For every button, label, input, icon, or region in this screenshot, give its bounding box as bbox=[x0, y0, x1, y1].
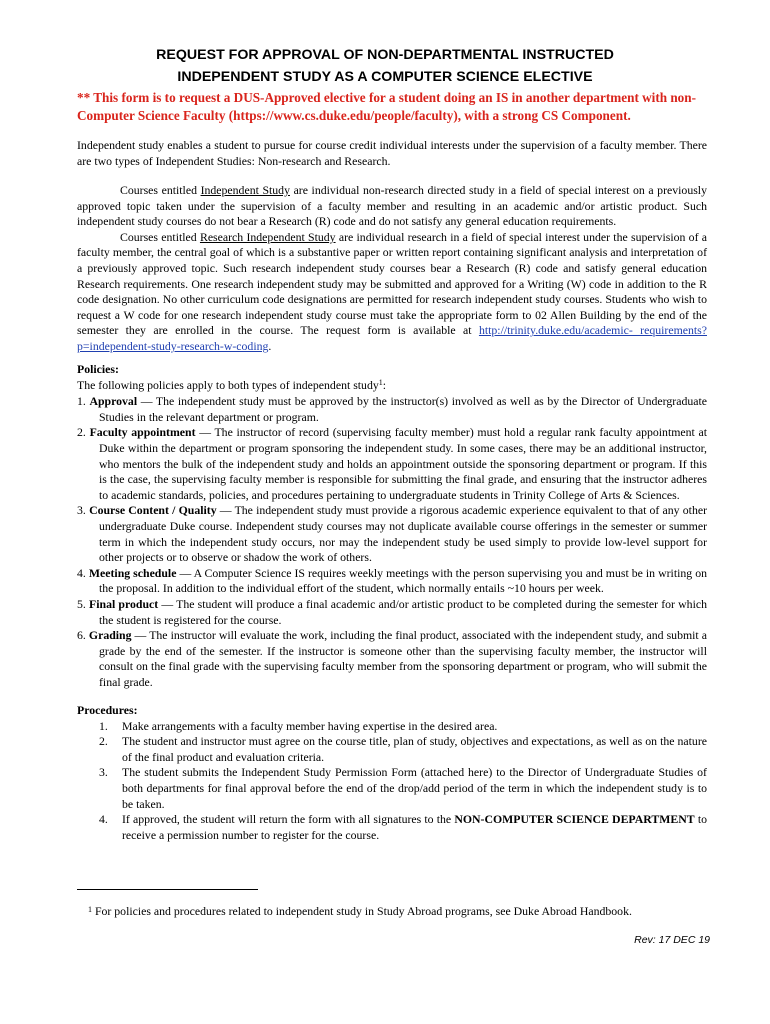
policy-item bbox=[77, 425, 707, 503]
policies-heading: Policies: bbox=[77, 362, 119, 376]
footnote-mark: 1 bbox=[88, 905, 92, 914]
policy-number: 3. bbox=[77, 503, 86, 518]
policy-number: 5. bbox=[77, 596, 86, 611]
policy-number: 2. bbox=[77, 425, 86, 440]
title-line-2: INDEPENDENT STUDY AS A COMPUTER SCIENCE ELECTIVE bbox=[177, 69, 593, 85]
independent-study-section bbox=[77, 183, 707, 355]
independent-study-paragraph bbox=[77, 183, 707, 230]
procedures-heading: Procedures: bbox=[77, 703, 138, 717]
policy-number: 1. bbox=[77, 394, 86, 409]
policy-item bbox=[77, 566, 707, 597]
policy-text: — The independent study must provide a rigorous academic experience equivalent to that of any other undergraduate Duke course. Independent study courses may not duplicate available course offerings in the semester or summer term in which the independent study occurs, nor may the independent study be used simply to provide low-level support for other projects or to observe or shadow the work of others. bbox=[99, 503, 708, 565]
policy-text: — The student will produce a final academic and/or artistic product to be completed during the semester for which the student is registered for the course. bbox=[99, 596, 707, 627]
page-title bbox=[60, 44, 710, 88]
footnote-text: For policies and procedures related to independent study in Study Abroad programs, see Duke Abroad Handbook. bbox=[92, 904, 632, 918]
policy-item bbox=[77, 628, 707, 690]
department-emphasis: NON-COMPUTER SCIENCE DEPARTMENT bbox=[454, 812, 695, 827]
revision-label: Rev: 17 DEC 19 bbox=[634, 934, 710, 946]
policies-section bbox=[77, 362, 707, 690]
notice-text: ** This form is to request a DUS-Approved elective for a student doing an IS in another department with non-Computer Science Faculty (https://www.cs.duke.edu/people/faculty), with a strong CS Component. bbox=[77, 90, 696, 123]
procedure-item bbox=[77, 719, 707, 735]
para1-post: are individual non-research directed study in a field of special interest on a previously approved topic taken under the supervision of a faculty member and resulting in an academic and/or artistic product. Such independent study courses do not bear a Research (R) code and do not satisfy any general education requirements. bbox=[77, 183, 707, 229]
policy-number: 6. bbox=[77, 628, 86, 643]
policies-intro-text: The following policies apply to both types of independent study bbox=[77, 377, 379, 392]
procedure-text: Make arrangements with a faculty member having expertise in the desired area. bbox=[122, 718, 498, 733]
policy-label: Course Content / Quality bbox=[89, 503, 217, 518]
policy-text: — The instructor of record (supervising faculty member) must hold a regular rank faculty appointment at Duke within the department or program sponsoring the independent study. In some cases, there may be an additional instructor, who mentors the bulk of the independent study and holds an appointment outside the sponsoring department or program. If this is the case, the supervising faculty member is responsible for submitting the final grade, and ensuring that the instructor adheres to academic standards, policies, and procedures pertaining to undergraduate students in Trinity College of Arts & Sciences. bbox=[99, 425, 708, 502]
policy-item bbox=[77, 597, 707, 628]
policy-label: Approval bbox=[89, 394, 138, 409]
procedure-number: 2. bbox=[99, 734, 108, 749]
research-study-paragraph bbox=[77, 230, 707, 355]
policy-text: — A Computer Science IS requires weekly meetings with the person supervising you and must be in writing on the proposal. In addition to the individual effort of the student, which normally entails ~10 hours per week. bbox=[99, 565, 708, 596]
policy-item bbox=[77, 394, 707, 425]
procedure-item bbox=[77, 812, 707, 843]
procedure-text: The student and instructor must agree on the course title, plan of study, objectives and expectations, as well as on the nature of the final product and evaluation criteria. bbox=[122, 734, 707, 764]
para1-pre: Courses entitled bbox=[120, 183, 201, 197]
para2-end: . bbox=[268, 338, 272, 353]
policy-label: Final product bbox=[89, 596, 159, 611]
para2-pre: Courses entitled bbox=[120, 229, 200, 244]
procedure-text-end: to receive a permission number to register for the course. bbox=[122, 812, 707, 842]
policy-text: — The instructor will evaluate the work, including the final product, associated with the independent study, and submit a grade by the end of the semester. If the instructor is someone other than the supervising faculty member, the instructor will consult on the final grade with the supervising faculty member from the sponsoring department or program, who will submit the final grade. bbox=[99, 628, 707, 689]
procedures-section bbox=[77, 703, 707, 843]
footnote-ref: 1 bbox=[378, 377, 383, 387]
procedure-number: 4. bbox=[99, 812, 108, 827]
procedure-number: 1. bbox=[99, 718, 108, 733]
policies-intro-end: : bbox=[382, 377, 387, 392]
policy-text: — The independent study must be approved by the instructor(s) involved as well as by the Director of Undergraduate Studies in the relevant department or program. bbox=[99, 394, 707, 424]
research-study-term: Research Independent Study bbox=[199, 229, 336, 244]
para2-post: are individual research in a field of special interest under the supervision of a faculty member, the central goal of which is a substantive paper or written report containing significant analysis and interpretation of a previously approved topic. Such research independent study courses bear a Research (R) code and satisfy general education Research requirements. One research independent study may be submitted and approved for a Writing (W) code in addition to the R code designation. No other curriculum code designations are permitted for research independent study courses. Students who wish to request a W code for one research independent study course must take the appropriate form to 02 Allen Building by the end of the semester they are enrolled in the course. The request form is available at bbox=[77, 229, 708, 338]
policies-intro bbox=[77, 378, 707, 395]
procedure-item bbox=[77, 734, 707, 765]
policy-label: Meeting schedule bbox=[88, 565, 177, 580]
procedure-text: The student submits the Independent Study Permission Form (attached here) to the Director of Undergraduate Studies of both departments for final approval before the end of the drop/add period of the term in which the independent study is to be taken. bbox=[122, 765, 707, 811]
title-line-1: REQUEST FOR APPROVAL OF NON-DEPARTMENTAL INSTRUCTED bbox=[156, 47, 614, 63]
independent-study-term: Independent Study bbox=[200, 183, 290, 197]
policy-label: Grading bbox=[88, 628, 132, 643]
footnote-divider bbox=[77, 889, 258, 890]
procedure-item bbox=[77, 765, 707, 812]
policy-label: Faculty appointment bbox=[89, 425, 196, 440]
w-coding-link[interactable]: http://trinity.duke.edu/academic- requirements?p=independent-study-research-w-coding bbox=[77, 323, 707, 353]
procedure-text: If approved, the student will return the form with all signatures to the bbox=[122, 812, 455, 827]
footnote bbox=[88, 903, 708, 921]
intro-paragraph: Independent study enables a student to pursue for course credit individual interests under the supervision of a faculty member. There are two types of Independent Studies: Non-research and Research. bbox=[77, 138, 707, 168]
policy-number: 4. bbox=[77, 565, 86, 580]
policy-item bbox=[77, 503, 707, 565]
procedure-number: 3. bbox=[99, 765, 108, 780]
